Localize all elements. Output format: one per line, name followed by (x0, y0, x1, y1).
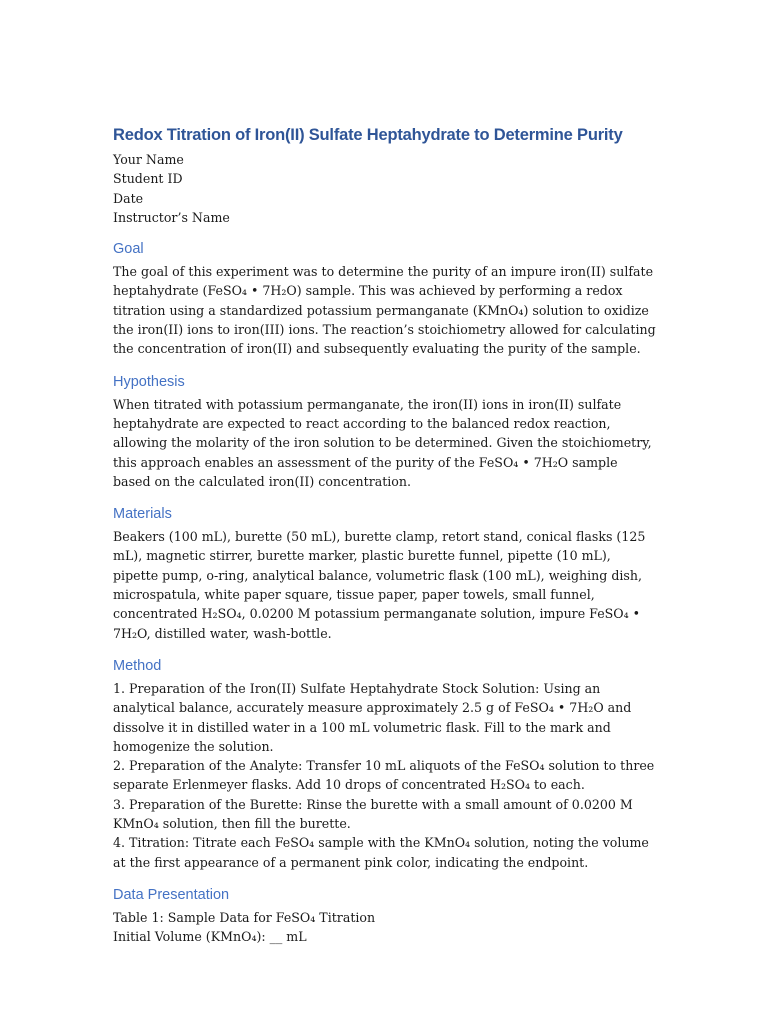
instructor-name-line: Instructor’s Name (113, 209, 230, 225)
materials-text: Beakers (100 mL), burette (50 mL), burette clamp, retort stand, conical flasks (125 mL), magnetic stirrer, burette marker, plastic burette funnel, pipette (10 mL), pipette pump, o-ring, analytical balance, volumetric flask (100 mL), weighing dish, microspatula, white paper square, tissue paper, paper towels, small funnel, concentrated H₂SO₄, 0.0200 M potassium permanganate solution, impure FeSO₄ • 7H₂O, distilled water, wash-bottle. (113, 529, 646, 641)
date-line: Date (113, 190, 144, 206)
document-page (113, 124, 658, 947)
method-step: 1. Preparation of the Iron(II) Sulfate Heptahydrate Stock Solution: Using an analytical balance, accurately measure approximately 2.5 g of FeSO₄ • 7H₂O and dissolve it in distilled water in a 100 mL volumetric flask. Fill to the mark and homogenize the solution. (113, 680, 632, 754)
method-step: 3. Preparation of the Burette: Rinse the burette with a small amount of 0.0200 M KMnO₄ solution, then fill the burette. (113, 796, 633, 832)
goal-text: The goal of this experiment was to determine the purity of an impure iron(II) sulfate heptahydrate (FeSO₄ • 7H₂O) sample. This was achieved by performing a redox titration using a standardized potassium permanganate (KMnO₄) solution to oxidize the iron(II) ions to iron(III) ions. The reaction’s stoichiometry allowed for calculating the concentration of iron(II) and subsequently evaluating the purity of the sample. (113, 264, 656, 357)
initial-volume-line: Initial Volume (KMnO₄): __ mL (113, 929, 307, 945)
table-caption: Table 1: Sample Data for FeSO₄ Titration (113, 909, 376, 925)
method-step: 2. Preparation of the Analyte: Transfer 10 mL aliquots of the FeSO₄ solution to three separate Erlenmeyer flasks. Add 10 drops of concentrated H₂SO₄ to each. (113, 758, 655, 793)
goal-heading: Goal (113, 241, 144, 258)
document-title: Redox Titration of Iron(II) Sulfate Heptahydrate to Determine Purity (113, 126, 623, 144)
method-heading: Method (113, 657, 162, 674)
method-step: 4. Titration: Titrate each FeSO₄ sample with the KMnO₄ solution, noting the volume at the first appearance of a permanent pink color, indicating the endpoint. (113, 835, 649, 870)
your-name-line: Your Name (113, 152, 184, 167)
student-id-line: Student ID (113, 171, 183, 187)
data-presentation-heading: Data Presentation (113, 886, 230, 903)
header-block (113, 150, 658, 227)
materials-heading: Materials (113, 506, 172, 523)
hypothesis-text: When titrated with potassium permanganate, the iron(II) ions in iron(II) sulfate heptahydrate are expected to react according to the balanced redox reaction, allowing the molarity of the iron solution to be determined. Given the stoichiometry, this approach enables an assessment of the purity of the FeSO₄ • 7H₂O sample based on the calculated iron(II) concentration. (113, 396, 652, 489)
hypothesis-heading: Hypothesis (113, 373, 185, 390)
method-steps (113, 679, 658, 872)
